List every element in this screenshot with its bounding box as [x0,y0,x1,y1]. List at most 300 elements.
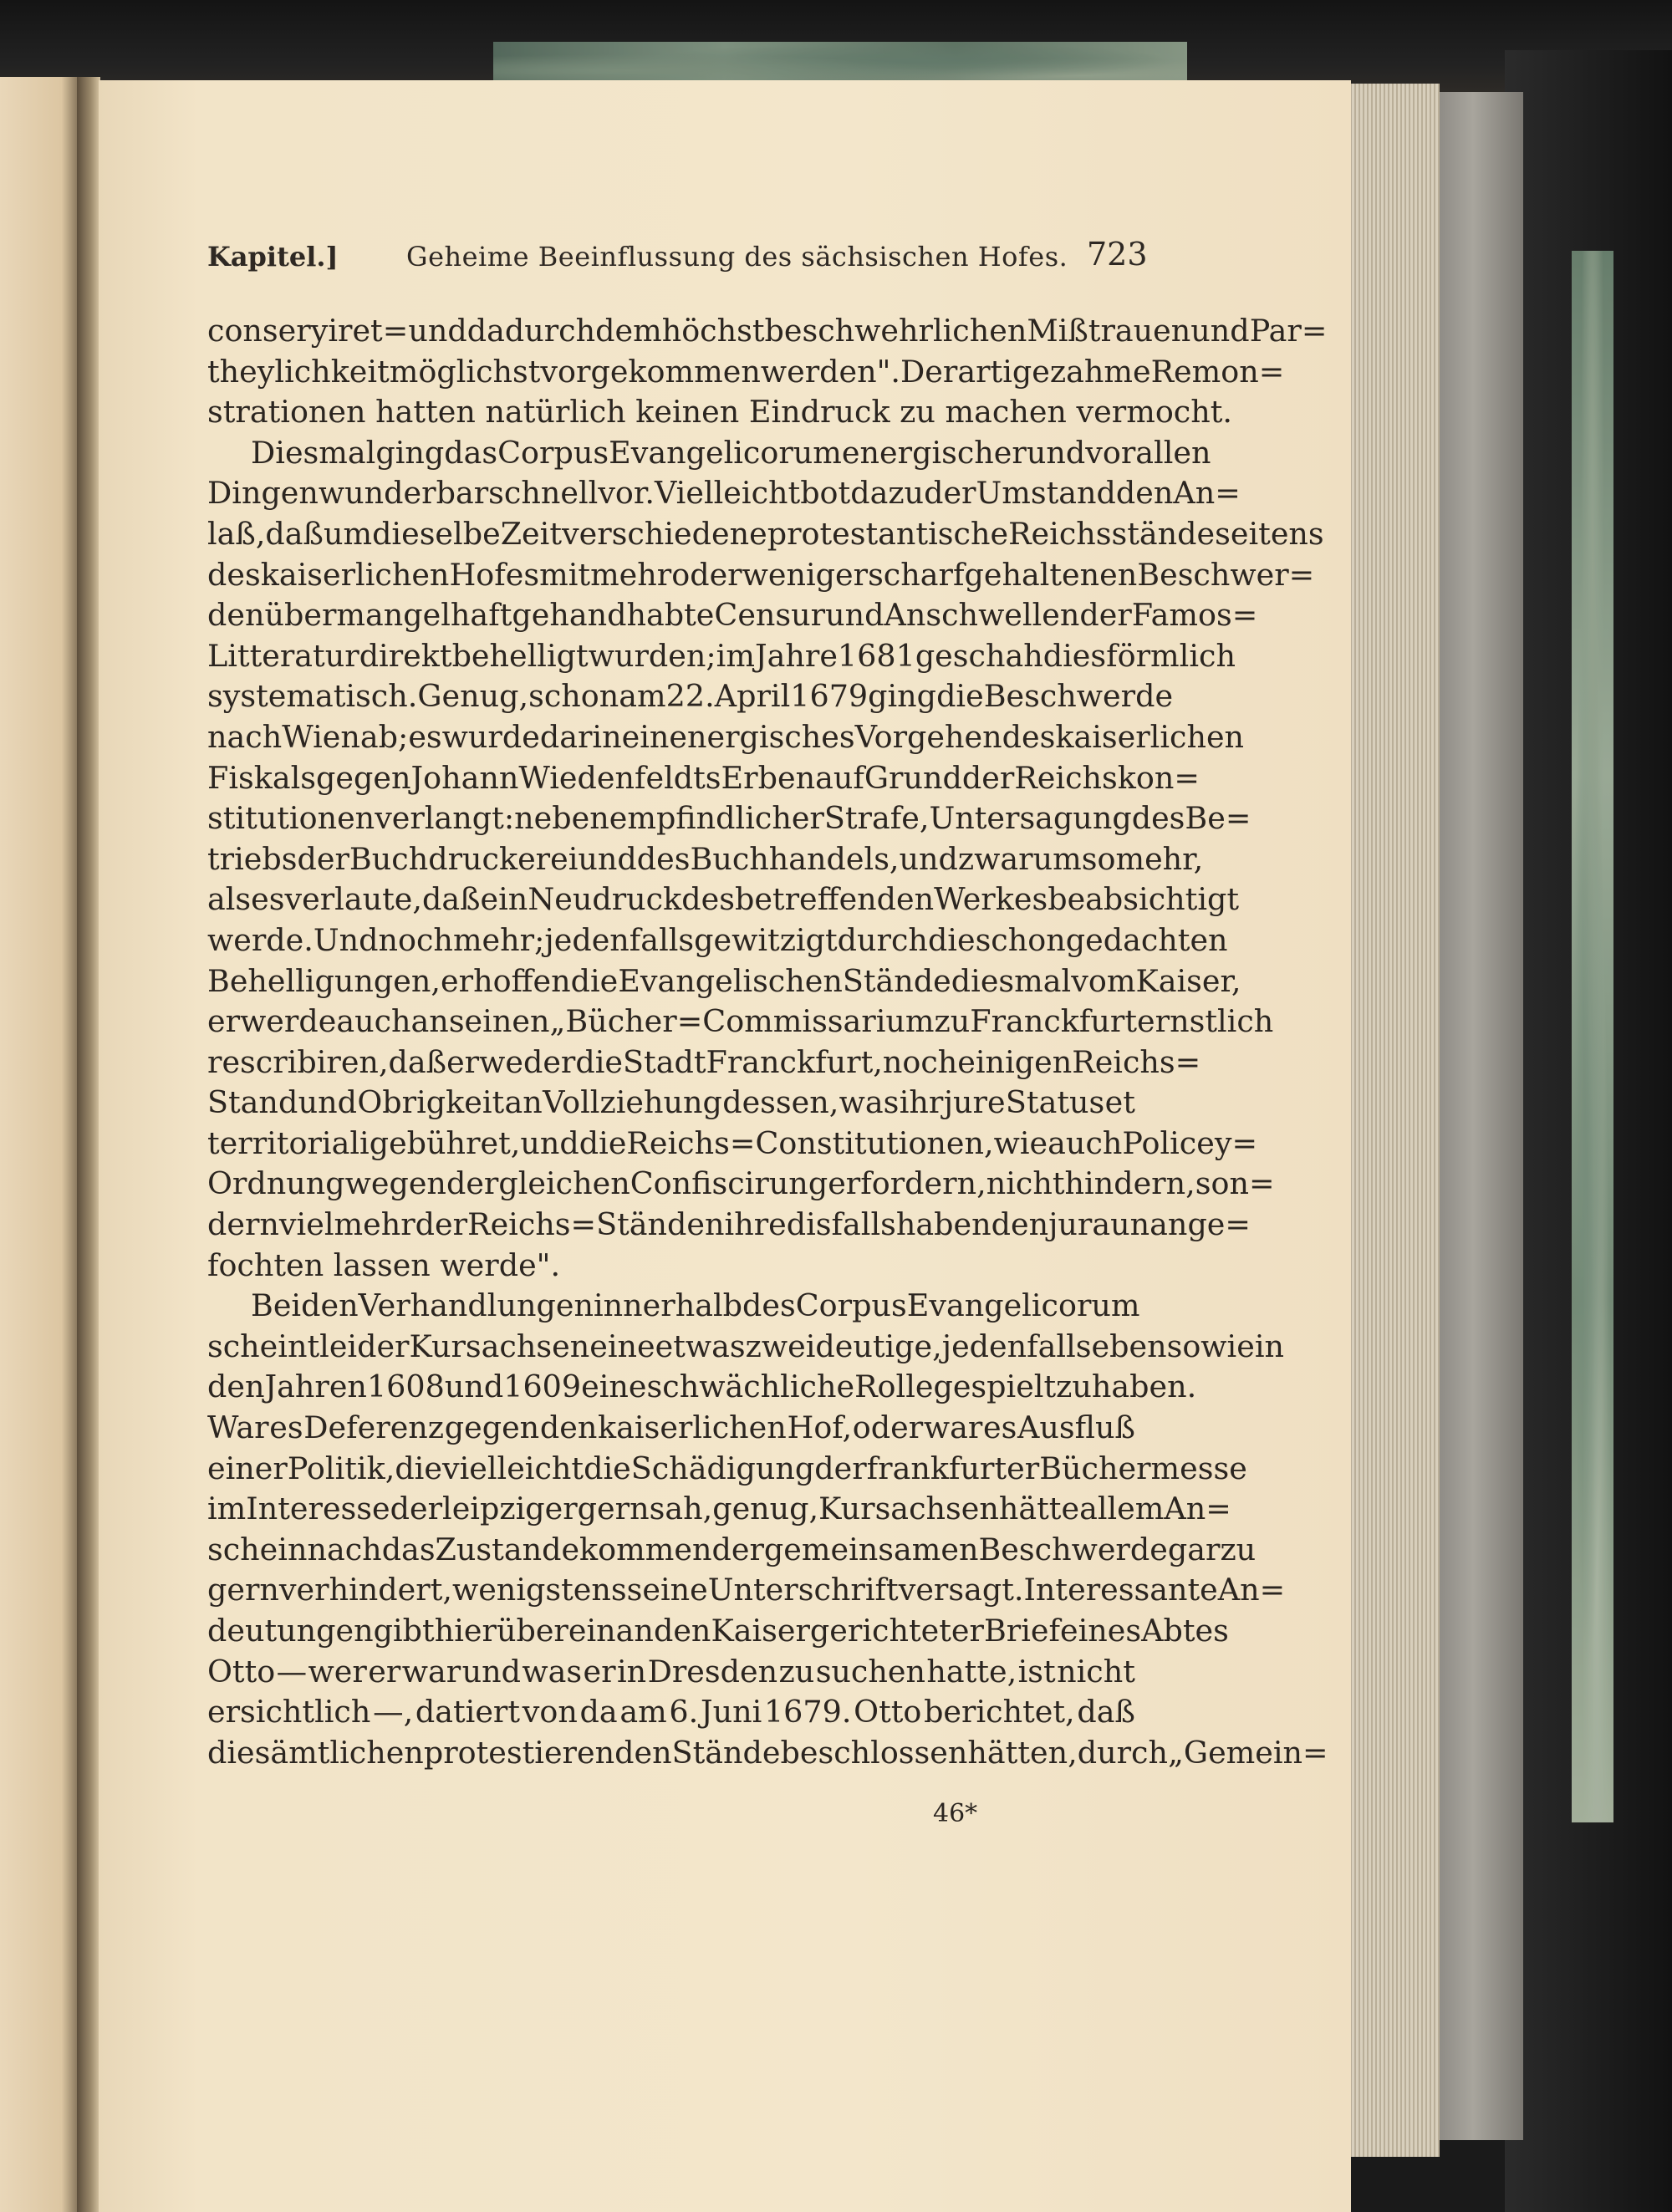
word: Politik, [287,1450,395,1486]
word: gedachten [1065,921,1228,958]
word: sämtlichen [254,1734,424,1771]
text-line [207,1611,1229,1652]
text-line [207,1733,1328,1774]
word: stitutionen [207,800,375,837]
word: er [446,1043,480,1080]
word: am [619,1694,667,1730]
word: suchen [815,1653,925,1690]
word: Beschwerde [983,678,1174,715]
word: seine [626,1572,708,1608]
text-line [207,839,1204,880]
word: der [390,1491,443,1527]
word: Brief [983,1613,1061,1649]
word: über [264,597,337,634]
word: an [615,1613,654,1649]
word: Ausfluß [1017,1409,1135,1446]
word: dadurch [466,313,596,349]
word: Famos= [1131,597,1258,634]
word: 1609 [503,1368,582,1405]
text-line [207,1042,1201,1083]
word: ebenso [1091,1328,1201,1364]
word: einer [207,1450,288,1486]
word: versagt. [898,1572,1024,1608]
word: eine [589,1328,655,1364]
word: er [368,1653,401,1690]
word: Confiscirung [630,1165,828,1202]
book-gutter [77,77,100,2212]
word: etwas [655,1328,746,1364]
word: Derartige [900,353,1050,390]
word: nicht [986,1165,1065,1202]
word: Anschwellen [884,597,1080,634]
word: disfalls [786,1206,896,1243]
word: dem [595,313,662,349]
word: Büchermesse [1039,1450,1247,1486]
word: da [579,1694,618,1730]
word: Policey= [1122,1124,1258,1161]
word: protestantische [767,515,1009,552]
word: vom [1071,962,1136,999]
word: daß [388,1043,447,1080]
word: gegen [444,1409,540,1446]
word: die [207,1734,255,1771]
word: gehaltenen [964,556,1138,593]
word: An= [1173,475,1241,512]
word: ab; [359,718,409,755]
word: wenigstens [451,1572,627,1608]
page-number: 723 [1087,236,1148,273]
word: April [714,678,791,715]
word: Kaiser, [1135,962,1241,999]
word: kaiserlichen [598,1409,787,1446]
word: Und [313,921,379,958]
word: territoriali [207,1124,370,1161]
word: Werkes [934,881,1048,918]
word: den [1115,475,1174,512]
word: Abtes [1141,1613,1229,1649]
word: sah, [649,1491,713,1527]
word: hätten, [967,1734,1078,1771]
word: nicht [1057,1653,1135,1690]
text-line [207,1367,1197,1408]
word: was [522,1653,583,1690]
word: seitens [1215,515,1324,552]
word: Vollziehung [543,1084,722,1121]
word: gegen [316,759,411,796]
word: was [839,1084,900,1121]
text-line [207,1205,1251,1246]
text-line [207,758,1200,799]
word: Otto [854,1694,922,1730]
word: frankfurter [866,1450,1040,1486]
word: Reichs= [1072,1043,1201,1080]
word: im [207,1491,247,1527]
word: „Gemein= [1168,1734,1328,1771]
text-line: strationen hatten natürlich keinen Eindruck zu machen vermocht. [207,394,1233,431]
word: er [583,1653,616,1690]
word: mehr [590,556,672,593]
word: laß, [207,515,266,552]
word: dessen, [722,1084,839,1121]
word: —, [373,1694,414,1730]
word: vor [1085,434,1136,471]
running-header-chapter: Kapitel.] [207,241,339,273]
word: conseryiret= [207,313,409,349]
word: war [401,1653,461,1690]
printer-signature-mark: 46* [933,1799,978,1828]
word: Franckfurt, [706,1043,883,1080]
word: Stände [671,1734,781,1771]
word: ihre [724,1206,787,1243]
word: innerhalb [593,1287,743,1324]
word: Diesmal [251,434,376,471]
word: das [381,1531,436,1567]
word: die [395,1450,442,1486]
word: gern [577,1491,650,1527]
word: den [207,597,265,634]
word: Verhandlungen [358,1287,594,1324]
word: „Bücher=Commissarium [549,1003,935,1040]
word: verlaute, [284,881,422,918]
word: hätte [998,1491,1080,1527]
word: eines [1060,1613,1142,1649]
word: durch [1077,1734,1168,1771]
word: so [1081,840,1116,877]
word: Status [1005,1084,1105,1121]
word: berichtet, [924,1694,1075,1730]
word: ging [375,434,445,471]
word: gewitzigt [694,921,838,958]
page-edges [1348,84,1440,2157]
word: der [711,1531,764,1567]
word: Johann [410,759,519,796]
text-line [207,798,1251,839]
word: zu [934,1003,971,1040]
word: jure [943,1084,1006,1121]
word: oder [852,1409,924,1446]
word: vielmehr [278,1206,415,1243]
word: in [1254,1328,1285,1364]
word: bot [800,475,851,512]
word: scheint [207,1328,320,1364]
text-line [207,1327,1285,1368]
word: zu [1056,1368,1092,1405]
word: Juni [700,1694,762,1730]
word: den [301,1287,359,1324]
word: Schädigung [630,1450,815,1486]
word: datiert [415,1694,521,1730]
word: behelligt [451,637,589,674]
word: son= [1195,1165,1275,1202]
word: eine [581,1368,647,1405]
word: geschah [915,637,1043,674]
word: erfordern, [828,1165,986,1202]
word: Corpus [497,434,609,471]
word: gar [1167,1531,1221,1567]
word: des [1131,800,1185,837]
text-line [207,595,1258,636]
word: durch [837,921,928,958]
word: unange= [1110,1206,1251,1243]
word: es [983,1409,1017,1446]
word: des [636,840,691,877]
word: mangelhaft [336,597,512,634]
word: mehr, [1115,840,1204,877]
word: Beschwerde [978,1531,1168,1567]
word: Zustandekommen [435,1531,712,1567]
word: nach [307,1531,382,1567]
word: die [936,678,984,715]
word: gibt [373,1613,435,1649]
text-line [207,636,1236,677]
word: Buchdruckerei [349,840,579,877]
word: Jahre [754,637,838,674]
word: der [297,840,349,877]
word: Interesse [246,1491,390,1527]
word: Reichs=Constitutionen, [626,1124,994,1161]
text-line [207,961,1241,1002]
word: zahme [1049,353,1151,390]
word: 1679. [763,1694,852,1730]
word: an [504,1084,543,1121]
word: verlangt: [375,800,515,837]
word: Be= [1185,800,1251,837]
word: Dresden [647,1653,778,1690]
word: mehr; [452,921,545,958]
word: des [207,556,261,593]
word: ein [480,881,528,918]
word: der [1079,597,1132,634]
text-line [207,1449,1247,1490]
word: ein [568,1613,616,1649]
word: er [207,1003,241,1040]
word: die [579,1124,627,1161]
word: schon [975,921,1066,958]
word: wer [308,1653,367,1690]
word: des [681,881,735,918]
word: War [207,1409,269,1446]
word: et [1104,1084,1135,1121]
word: den [207,1368,265,1405]
word: Erben [721,759,816,796]
word: theylichkeit [207,353,390,390]
word: Hofes [449,556,540,593]
word: 6. [669,1694,699,1730]
word: möglichst [389,353,541,390]
word: ernstlich [1137,1003,1274,1040]
word: beabsichtigt [1048,881,1240,918]
word: habenden [895,1206,1049,1243]
word: werde. [207,921,314,958]
word: Jahren [264,1368,367,1405]
word: jedenfalls [544,921,695,958]
word: und [825,597,884,634]
word: Buchhandels, [690,840,900,877]
word: Rolle [854,1368,934,1405]
word: Stände [842,962,951,999]
word: energischer [841,434,1027,471]
word: dazu [850,475,925,512]
word: darin [539,718,622,755]
word: Vorgehen [854,718,1002,755]
word: Wiedenfeldts [518,759,721,796]
word: beschlossen [780,1734,968,1771]
word: einigen [957,1043,1073,1080]
text-line [207,1408,1135,1449]
word: um [1032,840,1082,877]
word: seinen [448,1003,550,1040]
word: wurden; [588,637,716,674]
word: Interessante [1023,1572,1218,1608]
word: allem [1079,1491,1165,1527]
word: vorgekommen [540,353,761,390]
word: am [619,678,666,715]
word: An= [1164,1491,1231,1527]
word: protestierenden [423,1734,672,1771]
text-line [207,1570,1286,1611]
word: leider [319,1328,410,1364]
word: zu [1220,1531,1257,1567]
word: und [1026,434,1086,471]
left-page-edge [0,77,77,2212]
text-line [207,1164,1275,1205]
word: Reichs=Ständen [467,1206,725,1243]
word: erhoffen [441,962,571,999]
word: gebühret, [369,1124,521,1161]
word: und [899,840,958,877]
word: ihr [899,1084,944,1121]
word: daß [1077,1694,1135,1730]
word: dieselbe [372,515,501,552]
word: deutungen [207,1613,374,1649]
word: gemeinsamen [763,1531,979,1567]
word: schnell [488,475,599,512]
word: vielleicht [441,1450,584,1486]
word: der [814,1450,867,1486]
word: auf [815,759,864,796]
body-text [207,311,1328,1773]
text-line [207,1652,1135,1693]
word: ersichtlich [207,1694,371,1730]
word: Umstand [976,475,1116,512]
word: Stand [207,1084,298,1121]
word: und [298,1084,358,1121]
word: der [961,759,1015,796]
word: hindern, [1064,1165,1195,1202]
word: 22. [665,678,715,715]
word: wie [993,1124,1048,1161]
word: Reichskon= [1014,759,1200,796]
word: und [444,1368,504,1405]
word: als [207,881,252,918]
word: kaiserlichen [1055,718,1245,755]
word: zu [778,1653,815,1690]
text-line [207,352,1285,393]
word: Wien [282,718,360,755]
text-line [207,676,1174,717]
word: die [584,1450,631,1486]
word: werde [240,1003,337,1040]
word: Grund [864,759,962,796]
word: vor. [598,475,655,512]
word: Hof, [787,1409,853,1446]
text-line [207,920,1228,961]
word: Unterschrift [707,1572,899,1608]
word: leipziger [442,1491,578,1527]
word: Beschwer= [1137,556,1315,593]
word: 1681 [837,637,915,674]
word: jedenfalls [941,1328,1092,1364]
text-line: fochten lassen werde". [207,1246,561,1283]
word: verschiedene [562,515,767,552]
word: weniger [742,556,869,593]
word: dergleichen [446,1165,630,1202]
word: von [522,1694,578,1730]
word: gerichteter [809,1613,984,1649]
word: an [410,1003,449,1040]
word: auch [1048,1124,1123,1161]
word: es [269,1409,303,1446]
word: wunderbar [318,475,489,512]
word: Evangelicorum [906,1287,1140,1324]
word: Deferenz [303,1409,445,1446]
word: ein [621,718,670,755]
word: noch [882,1043,958,1080]
word: An= [1217,1572,1286,1608]
text-line [207,1692,1135,1733]
word: das [444,434,498,471]
word: Strafe, [823,800,930,837]
word: gehandhabte [512,597,715,634]
word: förmlich [1106,637,1236,674]
marbled-board-right [1572,251,1613,1822]
word: 1679 [790,678,869,715]
word: Kaiser [711,1613,810,1649]
word: Ordnung [207,1165,345,1202]
word: und [578,840,637,877]
word: und [1190,313,1250,349]
word: den [539,1409,598,1446]
word: Remon= [1150,353,1285,390]
word: Genug, [417,678,529,715]
word: und [408,313,467,349]
text-line [207,1124,1258,1165]
word: gespielt [933,1368,1057,1405]
running-header-title: Geheime Beeinflussung des sächsischen Hofes. [406,241,1068,273]
word: Obrigkeit [357,1084,505,1121]
word: und [520,1124,579,1161]
word: Vielleicht [654,475,801,512]
word: kaiserlichen [260,556,450,593]
text-line [207,1083,1135,1124]
word: triebs [207,840,298,877]
word: genug, [712,1491,819,1527]
word: jura [1048,1206,1111,1243]
word: hatte, [926,1653,1017,1690]
word: schon [528,678,619,715]
word: betreffenden [734,881,935,918]
text-line [207,433,1211,474]
text-line [207,1286,1140,1327]
word: empfindlicher [609,800,824,837]
word: es [251,881,285,918]
word: noch [378,921,453,958]
word: Litteratur [207,637,359,674]
word: ist [1017,1653,1056,1690]
word: dern [207,1206,279,1243]
text-line [207,879,1240,920]
word: Corpus [795,1287,907,1324]
